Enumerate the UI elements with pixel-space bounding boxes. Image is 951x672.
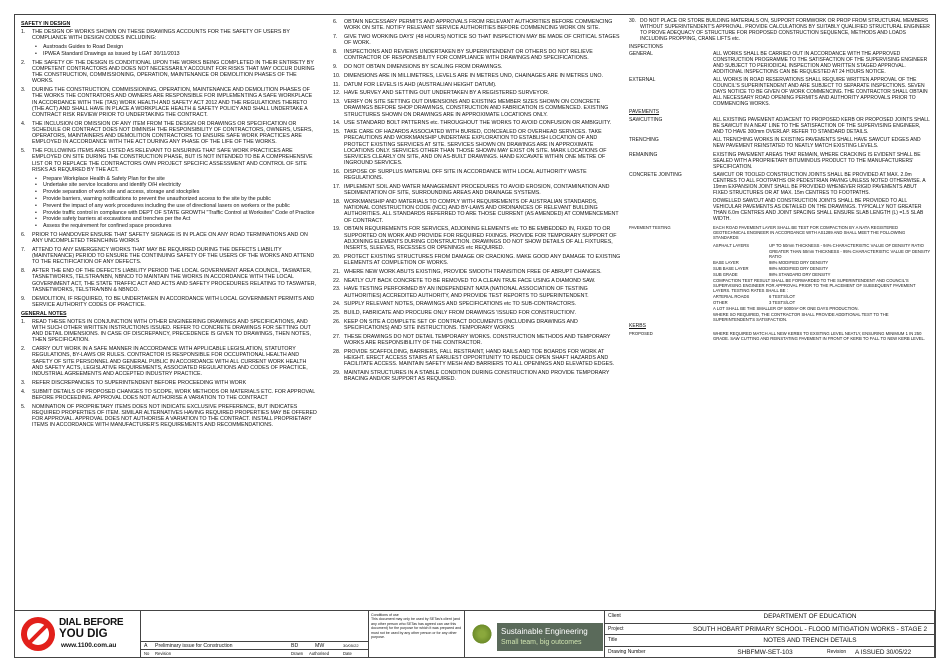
note-item: 4. SUBMIT DETAILS OF PROPOSED CHANGES TO SCOPE, WORK METHODS OR MATERIALS ETC. FOR APPROVAL BEFORE PROCEEDING. APPROVAL DOES NOT AUTHORISE A VARIATION TO THE CONTRACT bbox=[21, 388, 315, 401]
bullet-item: • Provide separation of work site and access, storage and stockpiles bbox=[35, 189, 200, 196]
lot-text: A LOT SHALL BE THE SMALLER OF 5000m² OR ONE DAYS PRODUCTION. bbox=[713, 305, 859, 311]
note-item: 30. DO NOT PLACE OR STORE BUILDING MATERIALS ON, SUPPORT FORMWORK OR PROP FROM STRUCTURAL MEMBERS WITHOUT SUPERINTENDENT'S APPROVAL. PROVIDE CALCULATIONS BY SUITABLY QUALIFIED STRUCTURAL ENGINEER TO PROVE ADEQUACY OF STRUCTURE FOR PROPOSED CONSTRUCTION SEQUENCE, METHODS AND LOADS INCLUDING PROPPING, CRANE LIFTS etc. bbox=[629, 18, 930, 42]
rate-row: ARTERIAL ROADS 6 TESTS/LOT bbox=[713, 293, 796, 299]
bullet-item: • Provide barriers, warning notifications to prevent the unauthorized access to the site by the public bbox=[35, 196, 271, 203]
spec-row: CONCRETE JOINTING SAWCUT OR TOOLED CONSTRUCTION JOINTS SHALL BE PROVIDED AT MAX. 2.0m CENTRES TO ALL FOOTPATHS OR PEDESTRIAN PAVING UNLESS NOTED OTHERWISE. A 19mm EXPANSION JOINT SHALL BE PROVIDED WHENEVER RIGID PAVEMENTS ABUT FIXED STRUCTURES OR AT MAX. 15m CENTRES TO FOOTPATHS. bbox=[629, 171, 926, 196]
spec-row: SAWCUTTING ALL EXISTING PAVEMENT ADJACENT TO PROPOSED KERB OR PROPOSED JOINTS SHALL BE SAWCUT IN A NEAT LINE TO THE SATISFACTION OF THE SUPERVISING ENGINEER, AND TO HAVE 300mm OVERLAP. REFER TO STANDARD DETAILS. bbox=[629, 117, 930, 135]
testing-row: ASPHALT LAYERS UP TO 50mm THICKNESS - 94% CHARACTERISTIC VALUE OF DENSITY RATIO bbox=[713, 242, 924, 248]
bullet-item: • IPWEA Standard Drawings as issued by LGAT 30/11/2013 bbox=[35, 51, 180, 57]
note-item: 16. DISPOSE OF SURPLUS MATERIAL OFF SITE IN ACCORDANCE WITH LOCAL AUTHORITY WASTE REGULATIONS. bbox=[333, 169, 587, 182]
note-item: 9. DO NOT OBTAIN DIMENSIONS BY SCALING FROM DRAWINGS. bbox=[333, 64, 503, 70]
note-item: 2. CARRY OUT WORK IN A SAFE MANNER IN ACCORDANCE WITH APPLICABLE LEGISLATION, STATUTORY REGULATIONS, BY-LAWS OR RULES. CONTRACTOR IS RESPONSIBLE FOR OCCUPATIONAL HEALTH AND SAFETY OF SITE PERSONNEL AND GENERAL PUBLIC IN ACCORDANCE WITH ALL CURRENT WORK HEALTH AND SAFETY ACTS, LEGISLATIVE REQUIREMENTS, ASSOCIATED REGULATIONS AND CODES OF PRACTICE, INDUSTRIAL AGREEMENTS AND ACCEPTED INDUSTRY PRACTICE. bbox=[21, 346, 308, 378]
note-item: 9. DEMOLITION, IF REQUIRED, TO BE UNDERTAKEN IN ACCORDANCE WITH LOCAL GOVERNMENT PERMITS AND SERVICE AUTHORITY CODES OF PRACTICE. bbox=[21, 295, 315, 308]
note-item: 26. KEEP ON SITE A COMPLETE SET OF CONTRACT DOCUMENTS (INCLUDING DRAWINGS AND SPECIFICATIONS) AND SITE INSTRUCTIONS. TEMPORARY WORKS bbox=[333, 319, 578, 332]
note-item: 14. USE STANDARD BOLT PATTERNS etc. THROUGHOUT THE WORKS TO AVOID CONFUSION OR AMBIGUITY. bbox=[333, 120, 612, 127]
note-item: 1. READ THESE NOTES IN CONJUNCTION WITH OTHER ENGINEERING DRAWINGS AND SPECIFICATIONS, AND WITH SUCH OTHER WRITTEN INSTRUCTIONS ISSUED. REFER TO CONCRETE DRAWINGS FOR SETTING OUT AND DETAIL DIMENSIONS. IN CASE OF DISCREPANCY, PRECEDENCE IS GIVEN TO DRAWINGS, THEN NOTES, THEN SPECIFICATION. bbox=[21, 318, 311, 344]
safety-heading: SAFETY IN DESIGN bbox=[21, 21, 71, 27]
bullet-item: • Undertake site service locations and identify O/H electricity bbox=[35, 182, 181, 189]
notes-column-3 bbox=[629, 19, 931, 343]
note-item: 15. TAKE CARE OF HAZARDS ASSOCIATED WITH BURIED, CONCEALED OR OVERHEAD SERVICES. TAKE PRECAUTIONS AND WORKMANSHIP UNDERTAKE EXPLORATION TO ESTABLISH LOCATION OF AND PROTECT EXISTING SERVICES AT SITE. SERVICES SHOWN ON DRAWINGS ARE IN APPROXIMATE LOCATIONS ONLY. SERVICES OTHER THAN THOSE SHOWN MAY EXIST ON SITE. MARK LOCATIONS OF SERVICES CLEARLY ON SITE, AND ON AS-BUILT DRAWINGS. HAND EXCAVATE WITHIN ONE METRE OF INGROUND SERVICES. bbox=[333, 129, 607, 167]
project-row: Project SOUTH HOBART PRIMARY SCHOOL - FLOOD MITIGATION WORKS - STAGE 2 bbox=[605, 623, 935, 635]
note-item: 19. OBTAIN REQUIREMENTS FOR SERVICES, ADJOINING ELEMENTS etc TO BE EMBEDDED IN, FIXED TO OR SUPPORTED ON WORK AND PROVIDE FOR REQUIRED FIXINGS. PROVIDE FOR TEMPORARY SUPPORT OF ADJOINING ELEMENTS DURING CONSTRUCTION. DRAWINGS DO NOT SHOW DETAILS OF ALL FIXTURES, INSERTS, SLEEVES, RECESSES OR OPENINGS etc REQUIRED. bbox=[333, 226, 617, 252]
compaction-text: COMPACTION TEST RESULT SHALL BE FORWARDED TO THE SUPERINTENDENT AND COUNCIL'S SUPERVISING ENGINEER FOR APPROVAL PRIOR TO THE PLACEMENT OF SUBSEQUENT PAVEMENT LAYERS. TESTING RATES SHALL BE : bbox=[713, 277, 916, 293]
testing-row: GREATER THAN 50mm THICKNESS - 95% CHARACTERISTIC VALUE OF DENSITY RATIO bbox=[769, 248, 931, 259]
note-item: 21. WHERE NEW WORK ABUTS EXISTING, PROVIDE SMOOTH TRANSITION FREE OF ABRUPT CHANGES. bbox=[333, 268, 602, 275]
general-notes-list bbox=[21, 319, 317, 429]
inspections-heading: INSPECTIONS bbox=[629, 44, 663, 51]
testing-row: SUB BASE LAYER 98% MODIFIED DRY DENSITY bbox=[713, 265, 829, 271]
safety-list bbox=[21, 29, 317, 308]
title-row: Title NOTES AND TRENCH DETAILS bbox=[605, 634, 935, 646]
bullet-item: • Assess the requirement for confined space procedures bbox=[35, 223, 172, 230]
notes-column-1 bbox=[21, 19, 317, 431]
note-item: 10. DIMENSIONS ARE IN MILLIMETRES, LEVELS ARE IN METRES UNO, CHAINAGES ARE IN METRES UNO. bbox=[333, 72, 604, 79]
note-item: 20. PROTECT EXISTING STRUCTURES FROM DAMAGE OR CRACKING. MAKE GOOD ANY DAMAGE TO EXISTING ELEMENTS AT COMPLETION OF WORKS. bbox=[333, 253, 621, 267]
note-item: 2. THE SAFETY OF THE DESIGN IS CONDITIONAL UPON THE WORKS BEING COMPLETED IN THEIR ENTIRETY BY COMPETENT CONTRACTORS AND DOES NOT NECESSARILY ACCOUNT FOR RISKS THAT MAY OCCUR DURING THE CONSTRUCTION, COMMISSIONING, OPERATION, MAINTENANCE OR DEMOLITION PHASES OF THE WORKS. bbox=[21, 59, 315, 85]
title-block bbox=[15, 610, 935, 657]
revision-row: A Preliminary issue for Construction BD MW 30/05/22 bbox=[141, 641, 369, 650]
note-item: 1. THE DESIGN OF WORKS SHOWN ON THESE DRAWINGS ACCOUNTS FOR THE SAFETY OF USERS BY COMPLIANCE WITH DESIGN CODES INCLUDING: bbox=[21, 29, 290, 42]
testing-row: BASE LAYER 98% MODIFIED DRY DENSITY bbox=[713, 259, 829, 265]
conditions-of-use: Conditions of use This document may only be used by SETas's client (and any other person who SETas has agreed can use this document) for the purpose for which it was prepared and must not be used by any other person or for any other purpose. bbox=[369, 611, 465, 657]
kerbs-heading: KERBS bbox=[629, 322, 646, 329]
bullet-item: • Provide safety barriers at excavations and trenches per the Act bbox=[35, 216, 191, 223]
note-item: 7. ATTEND TO ANY EMERGENCY WORKS THAT MAY BE REQUIRED DURING THE DEFECTS LIABILITY (MAINTENANCE) PERIOD TO ENSURE THE CONTINUING SAFETY OF THE USERS OF THE WORKS AND ATTEND TO THE RECTIFICATION OF ANY DEFECTS. bbox=[21, 247, 315, 266]
note-item: 18. WORKMANSHIP AND MATERIALS TO COMPLY WITH REQUIREMENTS OF AUSTRALIAN STANDARDS, NATIONAL CONSTRUCTION CODE (NCC) AND BY-LAWS AND ORDINANCES OF RELEVANT BUILDING AUTHORITIES. ALL STANDARDS REFERRED TO ARE THOSE CURRENT (AS AMENDED) AT COMMENCEMENT OF CONTRACT. bbox=[333, 199, 619, 224]
bullet-item: • Austroads Guides to Road Design bbox=[35, 44, 124, 51]
note-item: 28. PROVIDE SCAFFOLDING, BARRIERS, FALL RESTRAINT, HAND RAILS AND TOE BOARDS FOR WORK AT HEIGHT. ERECT ACCESS STAIRS AT EARLIEST OPPORTUNITY TO REDUCE OPEN SHAFT HAZARDS AND FACILITATE ACCESS. MAINTAIN SAFETY MESH AND BARRIERS TO ALL OPENINGS AND ELEVATED EDGES. bbox=[333, 349, 615, 368]
note-item: 27. THESE DRAWINGS DO NOT DETAIL TEMPORARY WORKS. CONSTRUCTION METHODS AND TEMPORARY WORKS ARE RESPONSIBILITY OF THE CONTRACTOR. bbox=[333, 334, 611, 347]
drawing-sheet bbox=[14, 14, 936, 658]
drawing-number-row: Drawing Number SHBFMW-SET-103 Revision A ISSUED 30/05/22 bbox=[605, 646, 935, 658]
pavements-heading: PAVEMENTS bbox=[629, 109, 660, 116]
note-item: 12. HAVE SURVEY AND SETTING OUT UNDERTAKEN BY A REGISTERED SURVEYOR. bbox=[333, 90, 550, 97]
revision-header: No Revision Drawn Authorised Date bbox=[141, 649, 369, 658]
note-item: 11. DATUM FOR LEVELS IS AHD (AUSTRALIAN HEIGHT DATUM). bbox=[333, 81, 497, 88]
bullet-item: • Provide traffic control in compliance with DEPT OF STATE GROWTH "Traffic Control at Worksites" Code of Practice bbox=[35, 209, 315, 216]
note-item: 3. DURING THE CONSTRUCTION, COMMISSIONING, OPERATION, MAINTENANCE AND DEMOLITION PHASES OF THE WORKS THE CONTRATORS AND OWNERS ARE RESPONSIBLE FOR IMPLEMENTING A SAFE WORKPLACE IN ACCORDANCE WITH THE (TAS) WORK HEALTH AND SAFETY ACT 2012 AND THE REGULATIONS THERETO (THE ACT) AND SHALL HAVE IN PLACE A WORKPLACE HEALTH & SAFETY POLICY AND SHALL UNDERTAKE A CONTRACT RISK REVIEW PRIOR TO UNDERTAKING THE CONTRACT. bbox=[21, 87, 313, 119]
client-row: Client DEPARTMENT OF EDUCATION bbox=[608, 613, 857, 620]
testing-table bbox=[629, 243, 931, 341]
note-item: 22. NEATLY CUT BACK CONCRETE TO BE REMOVED TO A CLEAN TRUE FACE USING A DIAMOND SAW. bbox=[333, 277, 596, 284]
rate-row: OTHER 3 TESTS/LOT bbox=[713, 299, 796, 305]
note-item: 17. IMPLEMENT SOIL AND WATER MANAGEMENT PROCEDURES TO AVOID EROSION, CONTAMINATION AND SEDIMENTATION OF SITE, SURROUNDING AREAS AND DRAINAGE SYSTEMS. bbox=[333, 184, 610, 197]
note-item: 6. PRIOR TO HANDOVER ENSURE THAT SAFETY SIGNAGE IS IN PLACE ON ANY ROAD TERMINATIONS AND ON ANY UNCOMPLETED TRENCHING WORKS bbox=[21, 232, 308, 245]
note-item: 5. THE FOLLOWING ITEMS ARE LISTED AS RELEVANT TO ENSURING THAT SAFE WORK PRACTICES ARE EMPLOYED ON SITE DURING THE CONSTRUCTION PHASE, BUT IS NOT INTENDED TO BE A COMPREHENSIVE LIST OR TO REPLACE THE CONTRACTORS OWN PROJECT SPECIFIC ASSESSMENT AND CONTROL OF SITE RISKS AS REQUIRED BY THE ACT. bbox=[21, 148, 313, 173]
dial-before-you-dig-logo: DIAL BEFORE YOU DIG www.1100.com.au bbox=[15, 611, 141, 657]
spec-row: PROPOSED WHERE REQUIRED MATCH ALL NEW KERBS TO EXISTING LEVEL NEATLY, ENSURING MINIMUM 1 IN 250 GRADE. SAW CUTTING AND REINSTATING PAVEMENT IN FRONT OF KERB TO FALL TO NEW KERB LEVEL. bbox=[629, 330, 926, 341]
note-item: 3. REFER DISCREPANCIES TO SUPERINTENDENT BEFORE PROCEEDING WITH WORK bbox=[21, 379, 247, 386]
spec-row: GENERAL ALL WORKS SHALL BE CARRIED OUT IN ACCORDANCE WITH THE APPROVED CONSTRUCTION PROGRAMME TO THE SATISFACTION OF THE SUPERVISING ENGINEER AND SUBJECT TO PERIODICAL INSPECTION AND WRITTEN STAGED APPROVAL. ADDITIONAL INSPECTIONS CAN BE REQUESTED AT 24 HOURS NOTICE. bbox=[629, 51, 928, 75]
note-item: 23. HAVE TESTING PERFORMED BY AN INDEPENDENT NATA (NATIONAL ASSOCIATION OF TESTING AUTHORITIES) ACCREDITED AUTHORITY, AND PROVIDE TEST REPORTS TO SUPERINTENDENT. bbox=[333, 286, 589, 299]
testing-row: SUB GRADE 98% STANDARD DRY DENSITY bbox=[713, 271, 831, 277]
note-item: 5. NOMINATION OF PROPRIETARY ITEMS DOES NOT INDICATE EXCLUSIVE PREFERENCE, BUT INDICATES REQUIRED PROPERTIES OF ITEM. SIMILAR ALTERNATIVES HAVING REQUIRED PROPERTIES MAY BE OFFERED FOR APPROVAL. APPROVAL DOES NOT AUTHORISE A VARIATION TO THE CONTRACT. INSTALL PROPRIETARY ITEMS IN ACCORDANCE WITH MANUFACTURER'S REQUIREMENTS AND RECOMMENDATIONS. bbox=[21, 403, 317, 429]
note-item: 25. BUILD, FABRICATE AND PROCURE ONLY FROM DRAWINGS 'ISSUED FOR CONSTRUCTION'. bbox=[333, 310, 577, 317]
spec-row: PAVEMENT TESTING EACH ROAD PAVEMENT LAYER SHALL BE TEST FOR COMPACTION BY A NATA REGISTERED GEOTECHNICAL ENGINEER IN ACCORDANCE WITH AS1289 AND SHALL MEET THE FOLLOWING STANDARDS bbox=[629, 225, 906, 241]
spec-row: REMAINING EXISTING PAVEMENT AREAS THAT REMAIN, WHERE CRACKING IS EVIDENT SHALL BE SEALED WITH A PROPRIETARY BITUMINOUS PRODUCT TO THE MANUFACTURERS' SPECIFICATION. bbox=[629, 151, 921, 170]
spec-row: DOWELLED SAWCUT AND CONSTRUCTION JOINTS SHALL BE PROVIDED TO ALL VEHICULAR PAVEMENTS AS DETAILED ON THE DRAWINGS. TYPICALLY NOT GREATER THAN 6.0m CENTRES AND JOINT SPACING SHALL ENSURE SLAB LENGTH (L) =1.5 SLAB WIDTH. bbox=[713, 198, 924, 222]
leaf-icon bbox=[471, 623, 493, 645]
bullet-item: • Prevent the impact of any work procedures including the use of directional lasers on workers or the public bbox=[35, 202, 290, 209]
note-item: 4. THE INCLUSION OR OMISSION OF ANY ITEM FROM THE DESIGN OR DRAWINGS OR SPECIFICATION OR SCHEDULE OR CONTRACT DOES NOT DIMINISH THE RESPONSIBILITY OF CONTRACTORS, OWNERS, USERS, OPERATORS, MAINTAINERS AND DEMOLITION CONTRACTORS TO ENSURE SAFE WORK PRACTICES ARE EMPLOYED IN ACCORDANCE WITH THE ACT DURING ANY PHASE OF THE LIFE OF THE WORKS. bbox=[21, 120, 313, 146]
no-dig-icon bbox=[21, 617, 55, 651]
consultant-logo: Sustainable Engineering Small team, big outcomes bbox=[465, 611, 605, 657]
note-item: 6. OBTAIN NECESSARY PERMITS AND APPROVALS FROM RELEVANT AUTHORITIES BEFORE COMMENCING WORK ON SITE. NOTIFY RELEVANT SERVICE AUTHORITIES BEFORE COMMENCING WORK ON SITE. bbox=[333, 19, 613, 32]
note-item: 24. SUPPLY RELEVANT NOTES, DRAWINGS AND SPECIFICATIONS etc TO SUB-CONTRACTORS. bbox=[333, 301, 577, 308]
spec-row: EXTERNAL ALL WORKS IN ROAD RESERVATIONS SHALL REQUIRE WRITTEN APPROVAL OF THE COUNCIL'S SUPERINTENDENT AND ARE SUBJECT TO SEPARATE INSPECTIONS. SEVEN DAYS NOTICE TO BE GIVEN OF WORK COMMENCING. THE CONTRACTOR SHALL OBTAIN ALL NECESSARY ROAD OPENING PERMITS AND AUTHORITY APPROVALS PRIOR TO COMMENCING WORKS. bbox=[629, 77, 928, 107]
note-item: 8. AFTER THE END OF THE DEFECTS LIABILITY PERIOD THE LOCAL GOVERNMENT AREA COUNCIL, TASWATER, TASNETWORKS, TELSTRA/NBN, NBNCO TO MAINTAIN THE WORKS IN ACCORDANCE WITH THE LOCAL GOVERNMENT ACT, THE STATE TRAFFIC ACT AND ACTS AND SAFETY PROCEDURES RELATING TO TASWATER, TASNETWORKS, TELSTRA/NBN & NBNCO. bbox=[21, 268, 317, 293]
drawing-info bbox=[605, 611, 935, 657]
note-item: 29. MAINTAIN STRUCTURES IN A STABLE CONDITION DURING CONSTRUCTION AND PROVIDE TEMPORARY BRACING AND/OR SUPPORT AS REQUIRED. bbox=[333, 370, 610, 383]
revision-table bbox=[141, 611, 369, 657]
spec-row: TRENCHING ALL TRENCHING WORKS IN EXISTING PAVEMENTS SHALL HAVE SAWCUT EDGES AND NEW PAVEMENT REINSTATED TO NEATLY MATCH EXISTING LEVELS. bbox=[629, 137, 921, 150]
retest-text: WHERE SO REQUIRED, THE CONTRACTOR SHALL PROVIDE ADDITIONAL TEST TO THE SUPERINTENDENT'S SATISFACTION. bbox=[713, 311, 889, 322]
note-item: 8. INSPECTIONS AND REVIEWS UNDERTAKEN BY SUPERINTENDENT OR OTHERS DO NOT RELIEVE CONTRACTOR OF RESPONSIBILITY FOR COMPLIANCE WITH DRAWINGS AND SPECIFICATIONS. bbox=[333, 49, 593, 62]
notes-column-2 bbox=[333, 19, 623, 385]
general-notes-heading: GENERAL NOTES bbox=[21, 310, 67, 317]
bullet-item: • Prepare Workplace Health & Safety Plan for the site bbox=[35, 175, 165, 182]
note-item: 13. VERIFY ON SITE SETTING OUT DIMENSIONS AND EXISTING MEMBER SIZES SHOWN ON CONCRETE DRAWINGS BEFORE SHOP DRAWINGS, CONSTRUCTION AND FABRICATION IS COMMENCED. EXISTING STRUCTURES SHOWN ON DRAWINGS ARE IN APPROXIMATE LOCATIONS ONLY. bbox=[333, 99, 609, 118]
note-item: 7. GIVE TWO WORKING DAYS' (48 HOURS) NOTICE SO THAT INSPECTION MAY BE MADE OF CRITICAL STAGES OF WORK. bbox=[333, 34, 620, 47]
